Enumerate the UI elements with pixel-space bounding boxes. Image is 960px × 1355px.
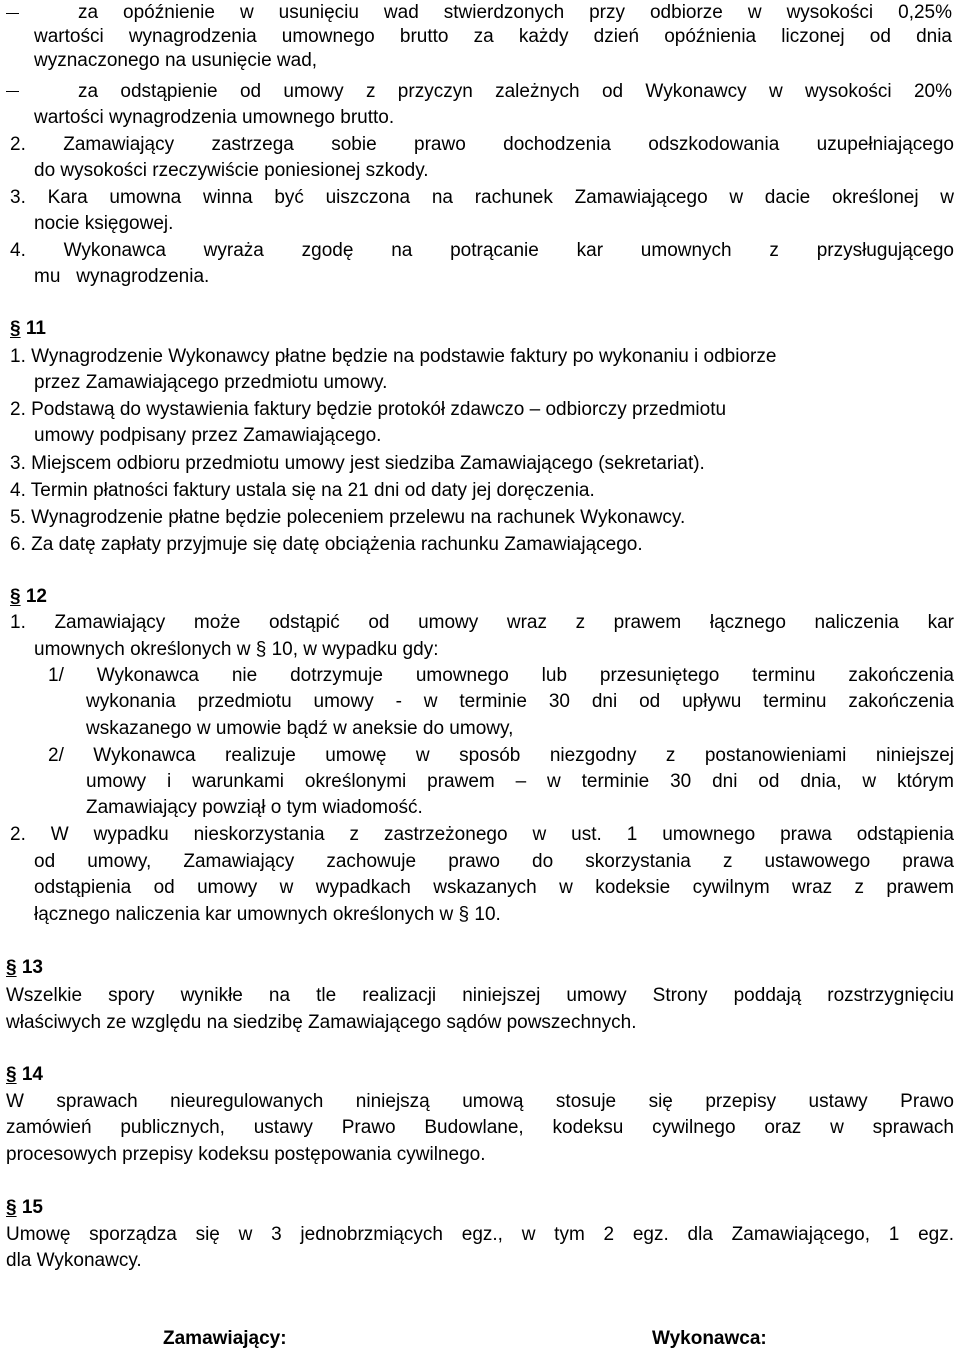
s12-line: 2/ Wykonawca realizuje umowę w sposób niezgodny z postanowieniami niniejszej [48,745,954,766]
s14-line: procesowych przepisy kodeksu postępowania cywilnego. [6,1144,486,1165]
section-symbol: § [10,318,21,339]
signature-label-contractor: Wykonawca: [652,1328,767,1349]
section-heading-15 [6,1195,43,1221]
s12-line: 2. W wypadku nieskorzystania z zastrzeżonego w ust. 1 umownego prawa odstąpienia [10,824,954,845]
section-heading-13 [6,955,43,981]
s11-line: 6. Za datę zapłaty przyjmuje się datę obciążenia rachunku Zamawiającego. [10,534,643,555]
s12-line: wykonania przedmiotu umowy - w terminie 30 dni od upływu terminu zakończenia [86,691,954,712]
section-symbol: § [6,1064,17,1085]
penalty-item-2-line: wartości wynagrodzenia umownego brutto. [34,107,395,128]
s12-line: Zamawiający powziął o tym wiadomość. [86,797,423,818]
s14-line: zamówień publicznych, ustawy Prawo Budowlane, kodeksu cywilnego oraz w sprawach [6,1117,954,1138]
penalty-item-1-line: wyznaczonego na usunięcie wad, [34,50,318,71]
s15-line: dla Wykonawcy. [6,1250,142,1271]
s12-line: umowy i warunkami określonymi prawem – w terminie 30 dni od dnia, w którym [86,771,954,792]
penalty-paragraph-4: mu wynagrodzenia. [34,266,210,287]
penalty-item-1-line: wartości wynagrodzenia umownego brutto za każdy dzień opóźnienia liczonej od dnia [34,26,952,47]
penalty-paragraph-4: 4. Wykonawca wyraża zgodę na potrącanie kar umownych z przysługującego [10,240,954,261]
section-number: 14 [21,1064,43,1085]
s11-line: 4. Termin płatności faktury ustala się na 21 dni od daty jej doręczenia. [10,480,595,501]
penalty-item-2-line: za odstąpienie od umowy z przyczyn zależnych od Wykonawcy w wysokości 20% [78,81,952,102]
dash-bullet [6,91,19,92]
dash-bullet [6,13,19,14]
section-heading-12 [10,584,47,610]
penalty-item-1-line: za opóźnienie w usunięciu wad stwierdzonych przy odbiorze w wysokości 0,25% [78,2,952,23]
s13-line: Wszelkie spory wynikłe na tle realizacji niniejszej umowy Strony poddają rozstrzygnięciu [6,985,954,1006]
s11-line: 5. Wynagrodzenie płatne będzie poleceniem przelewu na rachunek Wykonawcy. [10,507,686,528]
section-symbol: § [6,1197,17,1218]
s11-line: 2. Podstawą do wystawienia faktury będzie protokół zdawczo – odbiorczy przedmiotu [10,399,727,420]
s12-line: odstąpienia od umowy w wypadkach wskazanych w kodeksie cywilnym wraz z prawem [34,877,954,898]
penalty-paragraph-3: 3. Kara umowna winna być uiszczona na rachunek Zamawiającego w dacie określonej w [10,187,954,208]
s12-line: od umowy, Zamawiający zachowuje prawo do skorzystania z ustawowego prawa [34,851,954,872]
section-heading-11 [10,316,46,342]
penalty-paragraph-2: do wysokości rzeczywiście poniesionej szkody. [34,160,429,181]
penalty-paragraph-2: 2. Zamawiający zastrzega sobie prawo dochodzenia odszkodowania uzupełniającego [10,134,954,155]
s11-line: 1. Wynagrodzenie Wykonawcy płatne będzie na podstawie faktury po wykonaniu i odbiorze [10,346,777,367]
s12-line: wskazanego w umowie bądź w aneksie do umowy, [86,718,514,739]
section-number: 15 [21,1197,43,1218]
section-number: 13 [21,957,43,978]
s13-line: właściwych ze względu na siedzibę Zamawiającego sądów powszechnych. [6,1012,637,1033]
s11-line: 3. Miejscem odbioru przedmiotu umowy jest siedziba Zamawiającego (sekretariat). [10,453,705,474]
s12-line: umownych określonych w § 10, w wypadku gdy: [34,639,439,660]
section-number: 12 [25,586,47,607]
section-heading-14 [6,1062,43,1088]
s11-line: przez Zamawiającego przedmiotu umowy. [34,372,388,393]
s11-line: umowy podpisany przez Zamawiającego. [34,425,382,446]
section-symbol: § [10,586,21,607]
signature-label-client: Zamawiający: [163,1328,287,1349]
penalty-paragraph-3: nocie księgowej. [34,213,174,234]
section-symbol: § [6,957,17,978]
s12-line: 1. Zamawiający może odstąpić od umowy wraz z prawem łącznego naliczenia kar [10,612,954,633]
s14-line: W sprawach nieuregulowanych niniejszą umową stosuje się przepisy ustawy Prawo [6,1091,954,1112]
section-number: 11 [25,318,46,339]
s12-line: 1/ Wykonawca nie dotrzymuje umownego lub przesuniętego terminu zakończenia [48,665,954,686]
s15-line: Umowę sporządza się w 3 jednobrzmiących egz., w tym 2 egz. dla Zamawiającego, 1 egz. [6,1224,954,1245]
s12-line: łącznego naliczenia kar umownych określonych w § 10. [34,904,501,925]
